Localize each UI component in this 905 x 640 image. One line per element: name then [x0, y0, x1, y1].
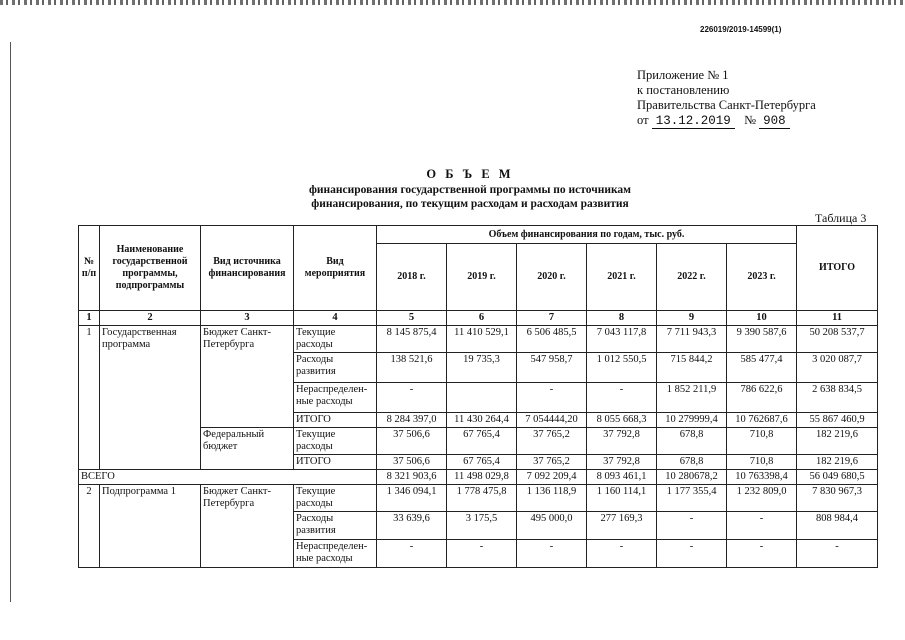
value-cell: - — [517, 383, 587, 413]
value-cell: 7 054444,20 — [517, 413, 587, 428]
value-cell: 678,8 — [657, 428, 727, 455]
value-cell: 710,8 — [727, 455, 797, 470]
value-cell: 8 284 397,0 — [377, 413, 447, 428]
value-cell: 11 430 264,4 — [447, 413, 517, 428]
col-number: 11 — [797, 311, 878, 326]
header-num: № п/п — [79, 226, 100, 311]
kind-cell: ИТОГО — [294, 413, 377, 428]
value-cell: - — [727, 512, 797, 540]
value-cell: 10 279999,4 — [657, 413, 727, 428]
value-cell: 7 092 209,4 — [517, 470, 587, 485]
header-year: 2018 г. — [377, 244, 447, 311]
value-cell: 6 506 485,5 — [517, 326, 587, 353]
scan-top-edge — [0, 0, 905, 5]
kind-cell: Нераспределен-ные расходы — [294, 383, 377, 413]
value-cell: 8 145 875,4 — [377, 326, 447, 353]
col-number: 6 — [447, 311, 517, 326]
source-name: Бюджет Санкт-Петербурга — [201, 326, 294, 428]
grand-total-label: ВСЕГО — [79, 470, 377, 485]
value-cell: 1 232 809,0 — [727, 485, 797, 512]
kind-cell: ИТОГО — [294, 455, 377, 470]
total-cell: 3 020 087,7 — [797, 353, 878, 383]
value-cell: 7 711 943,3 — [657, 326, 727, 353]
value-cell: 1 160 114,1 — [587, 485, 657, 512]
total-cell: 56 049 680,5 — [797, 470, 878, 485]
annex-block — [637, 68, 816, 129]
header-source: Вид источника финансирования — [201, 226, 294, 311]
value-cell: 33 639,6 — [377, 512, 447, 540]
financing-table — [78, 225, 878, 568]
header-year: 2022 г. — [657, 244, 727, 311]
value-cell: 37 506,6 — [377, 455, 447, 470]
program-name: Подпрограмма 1 — [100, 485, 201, 568]
value-cell: - — [587, 383, 657, 413]
kind-cell: Текущие расходы — [294, 428, 377, 455]
value-cell: 11 498 029,8 — [447, 470, 517, 485]
header-year: 2020 г. — [517, 244, 587, 311]
value-cell: 1 012 550,5 — [587, 353, 657, 383]
kind-cell: Нераспределен-ные расходы — [294, 540, 377, 568]
annex-line3: Правительства Санкт-Петербурга — [637, 98, 816, 112]
col-number: 8 — [587, 311, 657, 326]
value-cell: 1 778 475,8 — [447, 485, 517, 512]
value-cell: 37 792,8 — [587, 455, 657, 470]
col-number: 4 — [294, 311, 377, 326]
value-cell: 19 735,3 — [447, 353, 517, 383]
value-cell: 11 410 529,1 — [447, 326, 517, 353]
value-cell: 277 169,3 — [587, 512, 657, 540]
total-cell: 55 867 460,9 — [797, 413, 878, 428]
header-year: 2023 г. — [727, 244, 797, 311]
value-cell: 715 844,2 — [657, 353, 727, 383]
value-cell: 138 521,6 — [377, 353, 447, 383]
value-cell: 7 043 117,8 — [587, 326, 657, 353]
col-number: 9 — [657, 311, 727, 326]
program-name: Государственная программа — [100, 326, 201, 470]
header-year: 2019 г. — [447, 244, 517, 311]
row-number: 1 — [79, 326, 100, 470]
value-cell: 1 136 118,9 — [517, 485, 587, 512]
subtitle-line1: финансирования государственной программы по источникам — [308, 184, 632, 196]
col-number: 7 — [517, 311, 587, 326]
value-cell: 585 477,4 — [727, 353, 797, 383]
value-cell: 678,8 — [657, 455, 727, 470]
value-cell: 710,8 — [727, 428, 797, 455]
date-prefix: от — [637, 113, 649, 127]
number-prefix: № — [744, 113, 757, 127]
kind-cell: Расходы развития — [294, 512, 377, 540]
total-cell: 2 638 834,5 — [797, 383, 878, 413]
col-number: 2 — [100, 311, 201, 326]
total-cell: - — [797, 540, 878, 568]
value-cell: 10 280678,2 — [657, 470, 727, 485]
col-number: 5 — [377, 311, 447, 326]
col-number: 1 — [79, 311, 100, 326]
value-cell: 37 765,2 — [517, 428, 587, 455]
source-name: Бюджет Санкт-Петербурга — [201, 485, 294, 568]
row-number: 2 — [79, 485, 100, 568]
value-cell: 10 762687,6 — [727, 413, 797, 428]
total-cell: 182 219,6 — [797, 455, 878, 470]
kind-cell: Текущие расходы — [294, 485, 377, 512]
table-label: Таблица 3 — [815, 211, 867, 225]
value-cell: 8 321 903,6 — [377, 470, 447, 485]
value-cell: 8 093 461,1 — [587, 470, 657, 485]
value-cell: 37 506,6 — [377, 428, 447, 455]
total-cell: 7 830 967,3 — [797, 485, 878, 512]
value-cell: - — [447, 540, 517, 568]
header-name: Наименование государственной программы, подпрограммы — [100, 226, 201, 311]
value-cell: - — [657, 512, 727, 540]
total-cell: 808 984,4 — [797, 512, 878, 540]
decree-number: 908 — [759, 114, 790, 129]
header-volume: Объем финансирования по годам, тыс. руб. — [377, 226, 797, 244]
total-cell: 50 208 537,7 — [797, 326, 878, 353]
decree-date: 13.12.2019 — [652, 114, 735, 129]
col-number: 10 — [727, 311, 797, 326]
value-cell: - — [377, 540, 447, 568]
value-cell: - — [657, 540, 727, 568]
value-cell: 495 000,0 — [517, 512, 587, 540]
scan-left-edge — [10, 42, 11, 602]
kind-cell: Текущие расходы — [294, 326, 377, 353]
total-cell: 182 219,6 — [797, 428, 878, 455]
value-cell: 37 765,2 — [517, 455, 587, 470]
value-cell: - — [377, 383, 447, 413]
header-year: 2021 г. — [587, 244, 657, 311]
kind-cell: Расходы развития — [294, 353, 377, 383]
annex-line2: к постановлению — [637, 83, 730, 97]
value-cell: 37 792,8 — [587, 428, 657, 455]
value-cell: - — [587, 540, 657, 568]
value-cell: 67 765,4 — [447, 455, 517, 470]
value-cell: 786 622,6 — [727, 383, 797, 413]
value-cell: 67 765,4 — [447, 428, 517, 455]
value-cell: 8 055 668,3 — [587, 413, 657, 428]
col-number: 3 — [201, 311, 294, 326]
table-row — [79, 326, 878, 353]
header-kind: Вид мероприятия — [294, 226, 377, 311]
annex-line1: Приложение № 1 — [637, 68, 729, 82]
value-cell: 1 852 211,9 — [657, 383, 727, 413]
value-cell: 1 177 355,4 — [657, 485, 727, 512]
value-cell: 3 175,5 — [447, 512, 517, 540]
value-cell: 1 346 094,1 — [377, 485, 447, 512]
value-cell: 547 958,7 — [517, 353, 587, 383]
header-total: ИТОГО — [797, 226, 878, 311]
document-id: 226019/2019-14599(1) — [700, 25, 782, 34]
table-row — [79, 485, 878, 512]
annex-date-line — [637, 113, 816, 129]
subtitle-line2: финансирования, по текущим расходам и расходам развития — [311, 198, 629, 210]
value-cell — [447, 383, 517, 413]
document-subtitle — [250, 183, 690, 211]
table-row — [79, 470, 878, 485]
value-cell: - — [517, 540, 587, 568]
document-title: О Б Ъ Е М — [426, 167, 514, 181]
value-cell: - — [727, 540, 797, 568]
value-cell: 10 763398,4 — [727, 470, 797, 485]
value-cell: 9 390 587,6 — [727, 326, 797, 353]
source-name: Федеральный бюджет — [201, 428, 294, 470]
